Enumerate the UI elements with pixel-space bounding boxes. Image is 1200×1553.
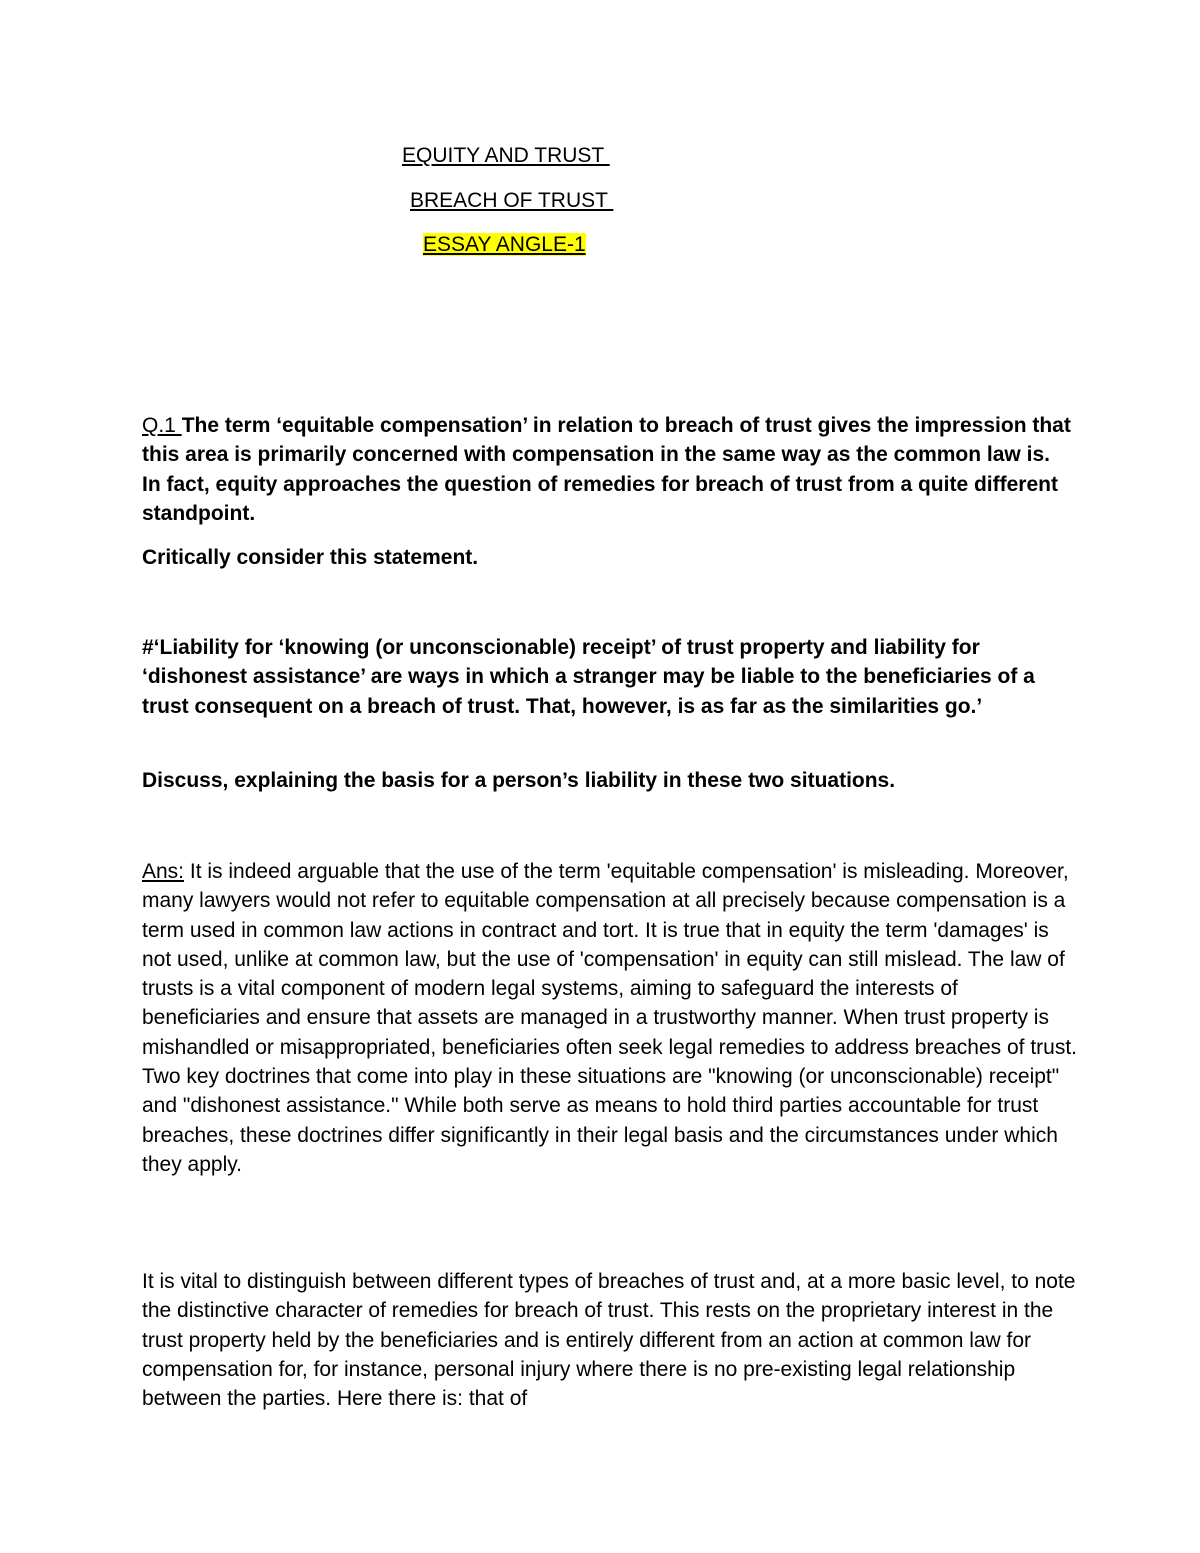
document-title: EQUITY AND TRUST <box>402 144 610 167</box>
body-paragraph-2: It is vital to distinguish between different types of breaches of trust and, at a more basic level, to note the distinctive character of remedies for breach of trust. This rests on the proprietary interest in the trust property held by the beneficiaries and is entirely different from an action at common law for compensation for, for instance, personal injury where there is no pre-existing legal relationship between the parties. Here there is: that of <box>142 1270 1076 1411</box>
instruction-2: Discuss, explaining the basis for a person’s liability in these two situations. <box>142 769 896 792</box>
answer-label: Ans: <box>142 860 185 883</box>
document-subtitle: BREACH OF TRUST <box>410 189 614 212</box>
instruction-1: Critically consider this statement. <box>142 546 479 569</box>
essay-angle-label <box>423 233 586 257</box>
highlighted-text: ESSAY ANGLE-1 <box>423 233 586 256</box>
answer-text: It is indeed arguable that the use of the term 'equitable compensation' is misleading. Moreover, many lawyers would not refer to equitable compensation at all precisely because compensation is a term used in common law actions in contract and tort. It is true that in equity the term 'damages' is not used, unlike at common law, but the use of 'compensation' in equity can still mislead. The law of trusts is a vital component of modern legal systems, aiming to safeguard the interests of beneficiaries and ensure that assets are managed in a trustworthy manner. When trust property is mishandled or misappropriated, beneficiaries often seek legal remedies to address breaches of trust. Two key doctrines that come into play in these situations are "knowing (or unconscionable) receipt" and "dishonest assistance." While both serve as means to hold third parties accountable for trust breaches, these doctrines differ significantly in their legal basis and the circumstances under which they apply. <box>142 860 1078 1176</box>
question-1-label: Q.1 <box>142 414 182 437</box>
question-1-text: The term ‘equitable compensation’ in relation to breach of trust gives the impression that this area is primarily concerned with compensation in the same way as the common law is. In fact, equity approaches the question of remedies for breach of trust from a quite different standpoint. <box>142 414 1071 525</box>
question-2: #‘Liability for ‘knowing (or unconscionable) receipt’ of trust property and liability for ‘dishonest assistance’ are ways in which a stranger may be liable to the beneficiaries of a trust consequent on a breach of trust. That, however, is as far as the similarities go.’ <box>142 636 1035 718</box>
question-1 <box>142 411 1072 528</box>
answer-paragraph <box>142 857 1077 1179</box>
